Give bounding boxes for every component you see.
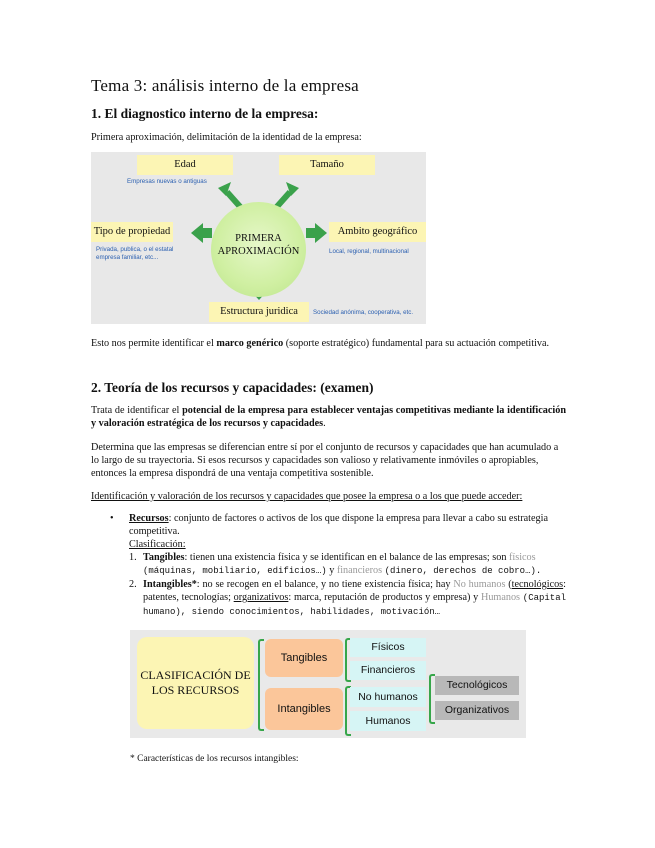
box-humanos: Humanos xyxy=(350,711,426,731)
list-item-tangibles xyxy=(129,551,566,578)
box-tecnologicos: Tecnológicos xyxy=(435,676,519,695)
item2-text2: : patentes, tecnologías; xyxy=(143,579,566,603)
item1-fisicos: físicos xyxy=(509,552,536,563)
item2-text3: : marca, reputación de productos y empresa) y xyxy=(288,592,481,603)
box-tipo-propiedad: Tipo de propiedad xyxy=(91,222,173,242)
center-line1: PRIMERA xyxy=(235,233,282,244)
note-tipo-line2: empresa familiar, etc... xyxy=(96,254,159,261)
resources-list xyxy=(91,512,566,619)
item2-nohumanos: No humanos xyxy=(453,579,506,590)
box-organizativos: Organizativos xyxy=(435,701,519,720)
p1-pre: Trata de identificar el xyxy=(91,405,183,416)
page-title: Tema 3: análisis interno de la empresa xyxy=(91,76,359,95)
classification-diagram xyxy=(130,630,526,738)
section1-heading: 1. El diagnostico interno de la empresa: xyxy=(91,106,319,121)
list-item-recursos xyxy=(91,512,566,619)
box-clasificacion: CLASIFICACIÓN DE LOS RECURSOS xyxy=(137,637,254,729)
item2-org: organizativos xyxy=(233,592,289,603)
box-financieros: Financieros xyxy=(350,661,426,680)
note-edad: Empresas nuevas o antiguas xyxy=(127,178,207,185)
box-nohumanos: No humanos xyxy=(350,687,426,707)
item2-label: Intangibles* xyxy=(143,579,197,590)
item1-fisicos-detail: (máquinas, mobiliario, edificios…) xyxy=(143,566,327,576)
item1-fin-detail: (dinero, derechos de cobro…). xyxy=(384,566,542,576)
box-tangibles: Tangibles xyxy=(265,639,343,677)
conclusion-bold: marco genérico xyxy=(216,338,284,349)
center-text xyxy=(211,232,306,258)
center-line2: APROXIMACIÓN xyxy=(217,246,300,257)
footnote: * Características de los recursos intangibles: xyxy=(130,754,299,764)
item2-hum-detail: (Capital humano), siendo conocimientos, habilidades, motivación… xyxy=(143,593,567,617)
section2-p3 xyxy=(91,490,566,503)
section2-heading: 2. Teoría de los recursos y capacidades: (examen) xyxy=(91,380,374,395)
arrow-ambito-icon xyxy=(315,223,327,243)
list-item-intangibles: 2. Intangibles*: no se recogen en el balance, y no tiene existencia física; hay No humanos (tecnológicos: patentes, tecnologías; organizativos: marca, reputación de productos y empresa) y Humanos (Capital humano), siendo conocimientos, habilidades, motivación… xyxy=(129,579,567,617)
section2-p2: Determina que las empresas se diferencian entre sí por el conjunto de recursos y capacidades que han acumulado a lo largo de su trayectoria. Si esos recursos y capacidades son valioso y relativamente inmóviles o apropiables, entonces la empresa dispondrá de una ventaja competitiva sostenible. xyxy=(91,442,559,479)
item2-humanos: Humanos xyxy=(480,592,521,603)
clasificacion-label xyxy=(129,538,566,551)
section1-conclusion xyxy=(91,337,566,350)
item2-tec: tecnológicos xyxy=(511,579,564,590)
item1-number: 1. xyxy=(129,552,137,563)
bullet-icon: • xyxy=(110,513,114,524)
section2-p1 xyxy=(91,404,566,430)
box-estructura: Estructura juridica xyxy=(209,302,309,322)
p1-bold: potencial de la empresa para establecer ventajas competitivas mediante la identificación y valoración estratégica de los recursos y capacidades xyxy=(91,405,566,429)
note-tipo-propiedad xyxy=(96,246,206,262)
note-ambito: Local, regional, multinacional xyxy=(329,248,409,255)
p1-post: . xyxy=(323,418,326,429)
item2-number: 2. xyxy=(129,579,137,590)
arrow-tipo-icon xyxy=(191,223,203,243)
clasificacion-text: Clasificación: xyxy=(129,539,186,550)
recursos-label: Recursos xyxy=(129,513,169,524)
item1-financieros: financieros xyxy=(336,565,383,576)
item2-text1: : no se recogen en el balance, y no tiene existencia física; hay xyxy=(196,579,454,590)
note-estructura: Sociedad anónima, cooperativa, etc. xyxy=(313,309,414,316)
item1-label: Tangibles xyxy=(143,552,185,563)
box-fisicos: Físicos xyxy=(350,638,426,657)
bracket-main xyxy=(258,639,264,731)
conclusion-pre: Esto nos permite identificar el xyxy=(91,338,217,349)
box-tamano: Tamaño xyxy=(279,155,375,175)
section1-intro: Primera aproximación, delimitación de la identidad de la empresa: xyxy=(91,132,362,143)
recursos-text: : conjunto de factores o activos de los que dispone la empresa para llevar a cabo su estrategia competitiva. xyxy=(129,513,548,537)
box-edad: Edad xyxy=(137,155,233,175)
identity-diagram xyxy=(91,152,426,324)
box-ambito: Ambito geográfico xyxy=(329,222,426,242)
box-intangibles: Intangibles xyxy=(265,688,343,730)
p3-underlined: Identificación y valoración de los recursos y capacidades que posee la empresa o a los que puede acceder: xyxy=(91,491,523,502)
note-tipo-line1: Privada, publica, o el estatal xyxy=(96,246,174,253)
item1-y: y xyxy=(326,565,337,576)
conclusion-post: (soporte estratégico) fundamental para su actuación competitiva. xyxy=(283,338,550,349)
item1-text: : tienen una existencia física y se identifican en el balance de las empresas; son xyxy=(184,552,509,563)
